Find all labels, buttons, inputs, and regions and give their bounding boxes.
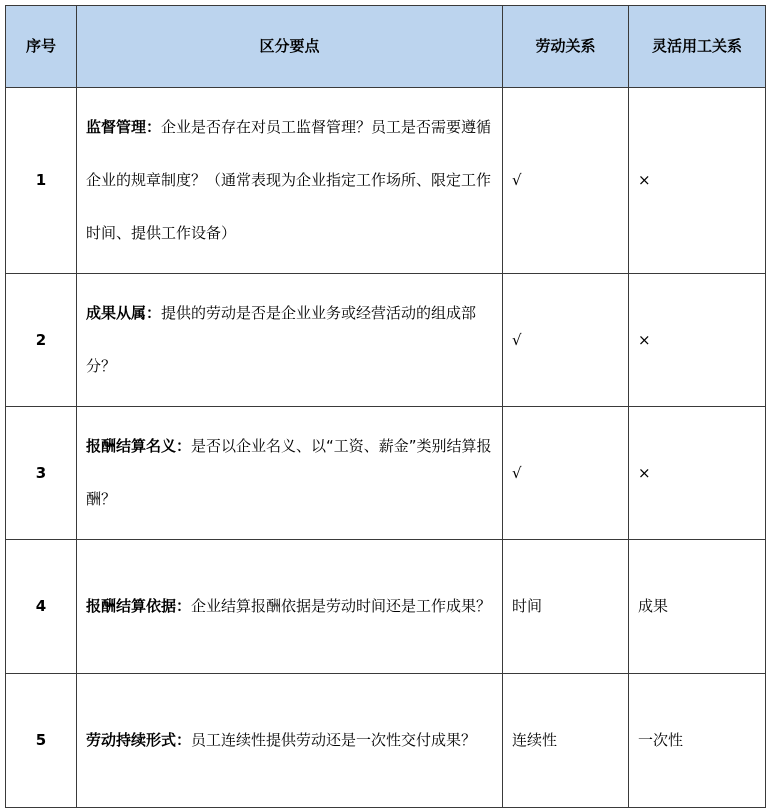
key-point-cell: [77, 274, 503, 407]
table-row: [6, 274, 766, 407]
key-point-keyword: 监督管理：: [86, 118, 162, 136]
labor-relation-value: √: [503, 274, 629, 407]
table-header-row: [6, 6, 766, 88]
key-point-text: 是否以企业名义、以“工资、薪金”类别结算报酬？: [86, 437, 492, 508]
key-point-cell: [77, 540, 503, 674]
flexible-employment-value: 一次性: [629, 674, 766, 808]
key-point-keyword: 报酬结算名义：: [86, 437, 192, 455]
comparison-table: [5, 5, 766, 808]
key-point-text: 企业是否存在对员工监督管理？员工是否需要遵循企业的规章制度？（通常表现为企业指定工作场所、限定工作时间、提供工作设备）: [86, 118, 492, 242]
header-labor-relation: 劳动关系: [503, 6, 629, 88]
key-point-cell: [77, 88, 503, 274]
flexible-employment-value: ×: [629, 274, 766, 407]
header-key-points: 区分要点: [77, 6, 503, 88]
key-point-text: 企业结算报酬依据是劳动时间还是工作成果？: [191, 597, 492, 615]
flexible-employment-value: ×: [629, 407, 766, 540]
header-seq: 序号: [6, 6, 77, 88]
table-row: [6, 88, 766, 274]
table-row: [6, 674, 766, 808]
labor-relation-value: 时间: [503, 540, 629, 674]
row-number: 1: [6, 88, 77, 274]
key-point-keyword: 报酬结算依据：: [86, 597, 192, 615]
flexible-employment-value: ×: [629, 88, 766, 274]
header-flexible-employment: 灵活用工关系: [629, 6, 766, 88]
table-row: [6, 407, 766, 540]
row-number: 2: [6, 274, 77, 407]
labor-relation-value: 连续性: [503, 674, 629, 808]
key-point-cell: [77, 407, 503, 540]
key-point-keyword: 劳动持续形式：: [86, 731, 192, 749]
row-number: 5: [6, 674, 77, 808]
key-point-text: 员工连续性提供劳动还是一次性交付成果？: [191, 731, 477, 749]
key-point-text: 提供的劳动是否是企业业务或经营活动的组成部分？: [86, 304, 477, 375]
key-point-cell: [77, 674, 503, 808]
labor-relation-value: √: [503, 88, 629, 274]
flexible-employment-value: 成果: [629, 540, 766, 674]
key-point-keyword: 成果从属：: [86, 304, 162, 322]
table-row: [6, 540, 766, 674]
row-number: 3: [6, 407, 77, 540]
labor-relation-value: √: [503, 407, 629, 540]
row-number: 4: [6, 540, 77, 674]
